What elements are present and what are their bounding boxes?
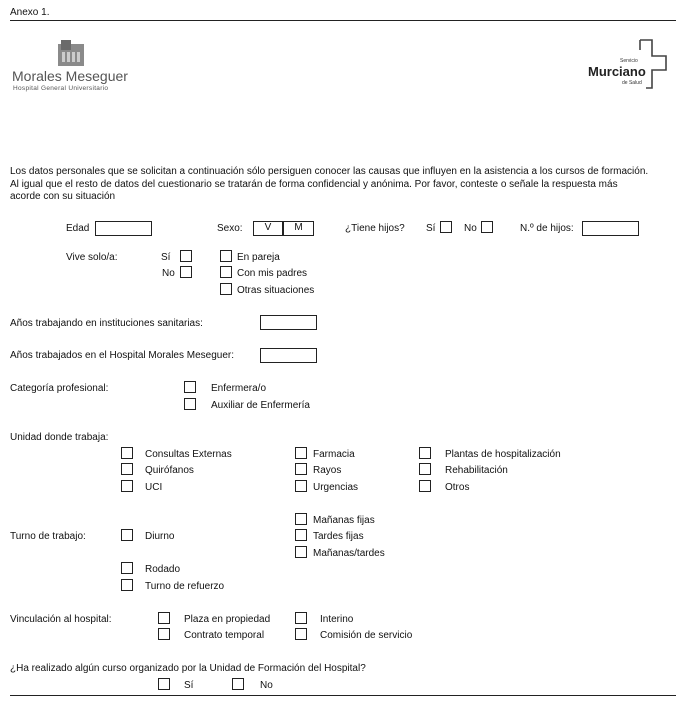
hospital-logo-subtitle: Hospital General Universitario — [13, 85, 109, 92]
bottom-rule — [10, 695, 676, 696]
living-parents-checkbox[interactable] — [220, 266, 232, 278]
living-yes-label: Sí — [161, 252, 171, 263]
intro-text: Los datos personales que se solicitan a continuación sólo persiguen conocer las causas que influyen en la asistencia a los cursos de formación. Al igual que el resto de datos del cuestionario se tratarán de forma confidencial y anónima. Por favor, conteste o señale la respuesta más acorde con su situación — [10, 166, 649, 202]
unit-outpatient-checkbox[interactable] — [121, 447, 133, 459]
shift-rotating-label: Rodado — [145, 564, 181, 575]
hospital-logo-name: Morales Meseguer — [12, 68, 128, 84]
shift-mixed-label: Mañanas/tardes — [313, 548, 385, 559]
living-label: Vive solo/a: — [66, 252, 118, 263]
unit-surgery-checkbox[interactable] — [121, 463, 133, 475]
link-label: Vinculación al hospital: — [10, 614, 112, 625]
shift-mornings-label: Mañanas fijas — [313, 515, 375, 526]
link-interim-checkbox[interactable] — [295, 612, 307, 624]
course-yes-checkbox[interactable] — [158, 678, 170, 690]
course-no-checkbox[interactable] — [232, 678, 244, 690]
link-permanent-label: Plaza en propiedad — [184, 614, 271, 625]
shift-label: Turno de trabajo: — [10, 531, 86, 542]
unit-icu-label: UCI — [145, 482, 163, 493]
hospital-logo — [12, 40, 127, 96]
living-parents-label: Con mis padres — [237, 268, 308, 279]
unit-emergency-label: Urgencias — [313, 482, 359, 493]
unit-rehab-checkbox[interactable] — [419, 463, 431, 475]
shift-day-label: Diurno — [145, 531, 175, 542]
link-temporary-label: Contrato temporal — [184, 630, 265, 641]
link-interim-label: Interino — [320, 614, 354, 625]
category-aux-label: Auxiliar de Enfermería — [211, 400, 310, 411]
shift-day-checkbox[interactable] — [121, 529, 133, 541]
children-no-checkbox[interactable] — [481, 221, 493, 233]
shift-mornings-checkbox[interactable] — [295, 513, 307, 525]
shift-reinforcement-label: Turno de refuerzo — [145, 581, 225, 592]
service-logo-top: Servicio — [620, 58, 638, 64]
top-rule — [10, 20, 676, 21]
unit-icu-checkbox[interactable] — [121, 480, 133, 492]
sex-label: Sexo: — [217, 223, 243, 234]
unit-pharmacy-label: Farmacia — [313, 449, 355, 460]
unit-xray-checkbox[interactable] — [295, 463, 307, 475]
unit-pharmacy-checkbox[interactable] — [295, 447, 307, 459]
shift-afternoons-label: Tardes fijas — [313, 531, 364, 542]
service-logo-bottom: de Salud — [622, 80, 642, 86]
course-question: ¿Ha realizado algún curso organizado por la Unidad de Formación del Hospital? — [10, 663, 366, 674]
category-aux-checkbox[interactable] — [184, 398, 196, 410]
unit-label: Unidad donde trabaja: — [10, 432, 109, 443]
years-health-input[interactable] — [260, 315, 317, 330]
living-no-checkbox[interactable] — [180, 266, 192, 278]
children-no-label: No — [464, 223, 477, 234]
years-hospital-label: Años trabajados en el Hospital Morales Meseguer: — [10, 350, 235, 361]
unit-outpatient-label: Consultas Externas — [145, 449, 232, 460]
living-yes-checkbox[interactable] — [180, 250, 192, 262]
children-yes-checkbox[interactable] — [440, 221, 452, 233]
living-other-checkbox[interactable] — [220, 283, 232, 295]
age-input[interactable] — [95, 221, 152, 236]
shift-reinforcement-checkbox[interactable] — [121, 579, 133, 591]
living-other-label: Otras situaciones — [237, 285, 315, 296]
unit-rehab-label: Rehabilitación — [445, 465, 508, 476]
years-hospital-input[interactable] — [260, 348, 317, 363]
unit-wards-checkbox[interactable] — [419, 447, 431, 459]
link-commission-checkbox[interactable] — [295, 628, 307, 640]
link-commission-label: Comisión de servicio — [320, 630, 413, 641]
category-nurse-checkbox[interactable] — [184, 381, 196, 393]
years-health-label: Años trabajando en instituciones sanitarias: — [10, 318, 203, 329]
course-yes-label: Sí — [184, 680, 194, 691]
unit-other-label: Otros — [445, 482, 470, 493]
living-no-label: No — [162, 268, 175, 279]
annex-label: Anexo 1. — [10, 7, 50, 18]
service-logo-name: Murciano — [588, 64, 646, 79]
sex-v-option[interactable]: V — [253, 221, 283, 236]
living-couple-label: En pareja — [237, 252, 280, 263]
hospital-building-icon — [56, 40, 86, 66]
age-label: Edad — [66, 223, 90, 234]
unit-other-checkbox[interactable] — [419, 480, 431, 492]
unit-emergency-checkbox[interactable] — [295, 480, 307, 492]
children-yes-label: Sí — [426, 223, 436, 234]
link-temporary-checkbox[interactable] — [158, 628, 170, 640]
link-permanent-checkbox[interactable] — [158, 612, 170, 624]
unit-wards-label: Plantas de hospitalización — [445, 449, 561, 460]
shift-afternoons-checkbox[interactable] — [295, 529, 307, 541]
category-nurse-label: Enfermera/o — [211, 383, 267, 394]
shift-rotating-checkbox[interactable] — [121, 562, 133, 574]
service-logo — [588, 38, 674, 94]
sex-m-option[interactable]: M — [283, 221, 314, 236]
category-label: Categoría profesional: — [10, 383, 109, 394]
children-label: ¿Tiene hijos? — [345, 223, 405, 234]
unit-surgery-label: Quirófanos — [145, 465, 194, 476]
shift-mixed-checkbox[interactable] — [295, 546, 307, 558]
unit-xray-label: Rayos — [313, 465, 342, 476]
num-children-label: N.º de hijos: — [520, 223, 574, 234]
num-children-input[interactable] — [582, 221, 639, 236]
course-no-label: No — [260, 680, 273, 691]
living-couple-checkbox[interactable] — [220, 250, 232, 262]
